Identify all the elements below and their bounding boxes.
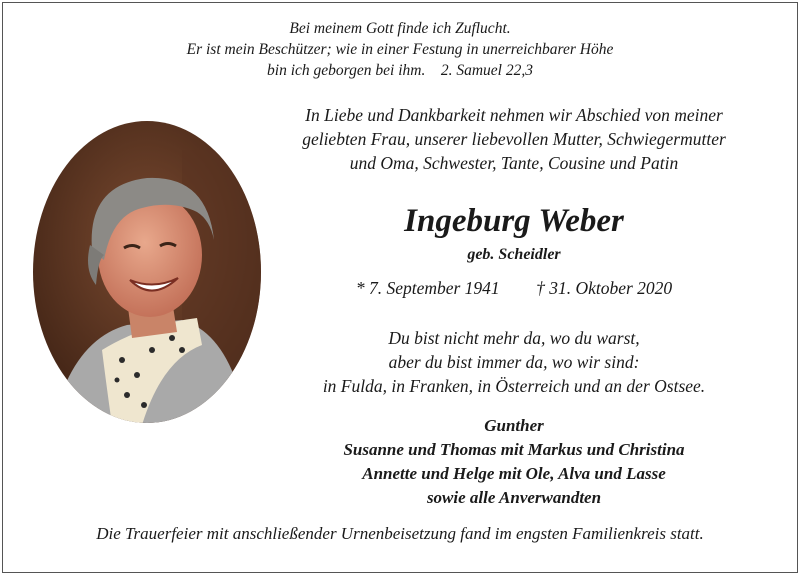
mourners-list — [255, 414, 773, 510]
death-date: † 31. Oktober 2020 — [536, 278, 673, 298]
memorial-quote — [255, 326, 773, 398]
verse-line: bin ich geborgen bei ihm. 2. Samuel 22,3 — [267, 62, 533, 79]
maiden-name: geb. Scheidler — [467, 246, 561, 263]
quote-line: aber du bist immer da, wo wir sind: — [388, 352, 640, 372]
deceased-name: Ingeburg Weber — [404, 203, 624, 239]
funeral-note: Die Trauerfeier mit anschließender Urnenbeisetzung fand im engsten Familienkreis statt. — [96, 524, 704, 543]
verse-line: Er ist mein Beschützer; wie in einer Festung in unerreichbarer Höhe — [186, 41, 614, 58]
birth-date: * 7. September 1941 — [355, 278, 500, 298]
quote-line: Du bist nicht mehr da, wo du warst, — [388, 328, 640, 348]
mourner-line: Annette und Helge mit Ole, Alva und Lasse — [362, 464, 666, 483]
portrait-photo — [32, 120, 262, 425]
bible-verse — [0, 18, 800, 81]
intro-line: geliebten Frau, unserer liebevollen Mutter, Schwiegermutter — [302, 129, 726, 149]
quote-line: in Fulda, in Franken, in Österreich und an der Ostsee. — [322, 376, 706, 396]
mourner-line: Gunther — [484, 416, 544, 435]
mourner-line: sowie alle Anverwandten — [426, 488, 602, 507]
mourner-line: Susanne und Thomas mit Markus und Christina — [343, 440, 685, 459]
intro-line: In Liebe und Dankbarkeit nehmen wir Abschied von meiner — [305, 105, 723, 125]
intro-text — [255, 103, 773, 175]
life-dates — [255, 278, 773, 299]
verse-line: Bei meinem Gott finde ich Zuflucht. — [289, 20, 511, 37]
intro-line: und Oma, Schwester, Tante, Cousine und Patin — [349, 153, 679, 173]
